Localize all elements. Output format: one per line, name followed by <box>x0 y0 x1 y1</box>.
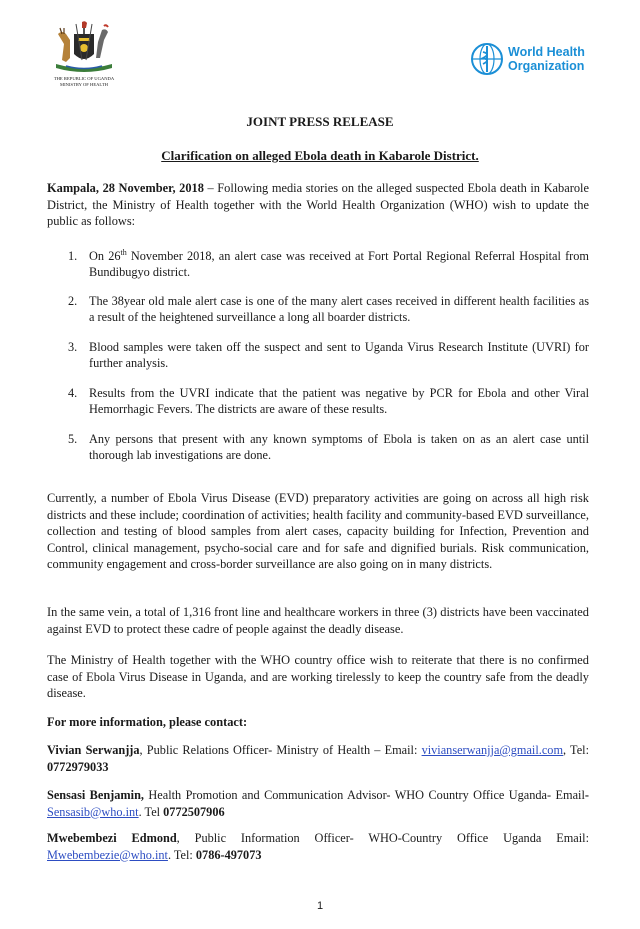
contact-heading: For more information, please contact: <box>47 715 248 729</box>
body-paragraph: In the same vein, a total of 1,316 front line and healthcare workers in three (3) districts have been vaccinated against EVD to protect these cadre of people against the deadly disease. <box>47 605 589 636</box>
list-number: 5. <box>68 432 78 446</box>
intro-paragraph <box>47 180 589 230</box>
who-line2: Organization <box>508 59 585 73</box>
contact-name: Sensasi Benjamin, <box>47 788 144 802</box>
contact-phone: 0786-497073 <box>195 847 262 862</box>
contact-role: , Public Information Officer- WHO-Country Office Uganda Email: <box>176 831 589 845</box>
contact-entry <box>47 830 589 863</box>
list-text: Any persons that present with any known symptoms of Ebola is taken on as an alert case until thorough lab investigations are done. <box>89 432 589 462</box>
page-number: 1 <box>316 900 324 912</box>
who-wordmark <box>508 45 585 73</box>
email-dash: - <box>584 788 589 802</box>
contact-email-link[interactable]: vivianserwanjja@gmail.com <box>421 743 564 757</box>
list-number: 4. <box>68 386 78 400</box>
intro-text: – Following media stories on the alleged suspected Ebola death in Kabarole District, the Ministry of Health together with the World Health Organization (WHO) wish to update the public as follows: <box>47 181 589 228</box>
who-line1: World Health <box>508 45 585 59</box>
list-number: 3. <box>68 340 78 354</box>
list-text-pre: On 26 <box>89 249 121 263</box>
list-text-post: November 2018, an alert case was received at Fort Portal Regional Referral Hospital from Bundibugyo district. <box>89 249 589 279</box>
tel-label: . Tel <box>138 804 164 819</box>
body-paragraph: The Ministry of Health together with the WHO country office wish to reiterate that there is no confirmed case of Ebola Virus Disease in Uganda, and are working tirelessly to keep the country safe from the deadly disease. <box>47 653 589 700</box>
contact-phone: 0772507906 <box>163 804 225 819</box>
contact-entry <box>47 742 589 775</box>
contact-role: , Public Relations Officer- Ministry of Health – Email: <box>139 743 422 757</box>
dateline: Kampala, 28 November, 2018 <box>47 181 204 195</box>
contact-name: Mwebembezi Edmond <box>47 831 177 845</box>
contact-role: Health Promotion and Communication Advisor- WHO Country Office Uganda- Email <box>144 788 585 802</box>
list-number: 1. <box>68 249 78 263</box>
ordinal-suffix: th <box>120 247 127 257</box>
who-logo <box>470 42 590 82</box>
ministry-label: MINISTRY OF HEALTH <box>60 82 108 87</box>
coat-caption <box>44 76 124 88</box>
contact-name: Vivian Serwanjja <box>47 743 140 757</box>
body-paragraph: Currently, a number of Ebola Virus Disease (EVD) preparatory activities are going on across all high risk districts and these include; coordination of activities; health facility and community-based EVD surveillance, collection and testing of blood samples from alert cases, capacity building for Infection, Prevention and Control, clinical management, psycho-social care and for safe and dignified burials. Risk communication, community engagement and cross-border surveillance are also going on in many districts. <box>47 491 589 571</box>
tel-label: , Tel: <box>563 743 589 757</box>
contact-entry <box>47 787 589 820</box>
list-text: The 38year old male alert case is one of the many alert cases received in different health facilities as a result of the heightened surveillance a long all boarder districts. <box>89 294 589 324</box>
page-title: JOINT PRESS RELEASE <box>246 114 394 129</box>
contact-email-link[interactable]: Mwebembezie@who.int <box>47 847 168 862</box>
list-text: Blood samples were taken off the suspect and sent to Uganda Virus Research Institute (UVRI) for further analysis. <box>89 340 589 370</box>
list-text <box>89 248 589 280</box>
tel-label: . Tel: <box>167 847 196 862</box>
who-emblem-icon <box>470 42 504 76</box>
page-subtitle: Clarification on alleged Ebola death in Kabarole District. <box>161 148 479 163</box>
uganda-coat-of-arms <box>44 20 124 102</box>
republic-label: THE REPUBLIC OF UGANDA <box>53 76 115 81</box>
coat-of-arms-icon <box>52 20 116 76</box>
list-number: 2. <box>68 294 78 308</box>
contact-phone: 0772979033 <box>47 759 109 774</box>
list-text: Results from the UVRI indicate that the patient was negative by PCR for Ebola and other Viral Hemorrhagic Fevers. The districts are aware of these results. <box>89 386 589 416</box>
contact-email-link[interactable]: Sensasib@who.int <box>47 804 139 819</box>
